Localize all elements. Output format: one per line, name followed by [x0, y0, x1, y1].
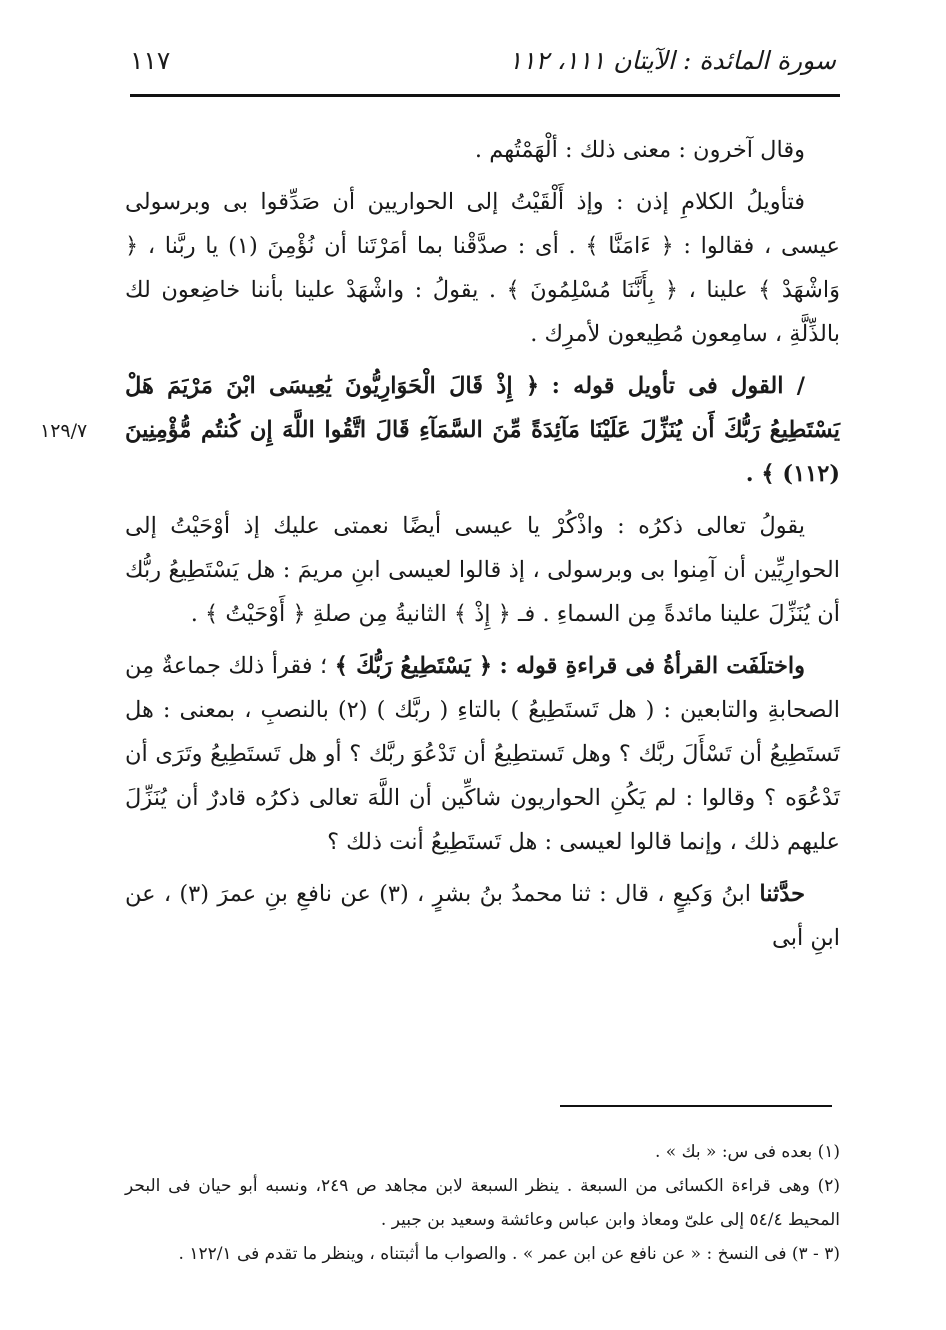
footnote-3: (٣ - ٣) فى النسخ : « عن نافع عن ابن عمر » . والصواب ما أثبتناه ، وينظر ما تقدم فى ١٢٢/١ . — [178, 1244, 840, 1264]
main-text — [125, 128, 840, 968]
paragraph-2: فتأويلُ الكلامِ إذن : وإذ أَلْقَيْتُ إلى الحواريين أن صَدِّقوا بى وبرسولى عيسى ، فقالوا : ﴿ ءَامَنَّا ﴾ . أى : صدَّقْنا بما أمَرْتَنا أن نُؤْمِنَ (١) يا ربَّنا ، ﴿ وَاشْهَدْ ﴾ علينا ، ﴿ بِأَنَّنَا مُسْلِمُونَ ﴾ . يقولُ : واشْهَدْ علينا بأننا خاضِعون لك بالذِّلَّةِ ، سامِعون مُطِيعون لأمرِك . — [125, 189, 840, 347]
isnad-lead: حدَّثنا — [759, 881, 805, 907]
footnotes — [125, 1135, 840, 1271]
margin-reference: ١٢٩/٧ — [40, 420, 88, 442]
header-rule — [130, 94, 840, 97]
paragraph-4-lead: واختلَفَت القرأةُ فى قراءةِ قوله : — [499, 653, 806, 679]
paragraph-4-verse: ﴿ يَسْتَطِيعُ رَبُّكَ ﴾ — [334, 653, 493, 679]
section-heading: / القول فى تأويل قوله : — [551, 373, 805, 399]
footnote-1: (١) بعده فى س: « بك » . — [654, 1142, 840, 1162]
footnote-rule — [560, 1105, 832, 1107]
heading-paragraph — [125, 364, 840, 496]
paragraph-5 — [125, 872, 840, 960]
quran-verse: ﴿ إِذْ قَالَ الْحَوَارِيُّونَ يَٰعِيسَى ابْنَ مَرْيَمَ هَلْ يَسْتَطِيعُ رَبُّكَ أَن يُنَزِّلَ عَلَيْنَا مَآئِدَةً مِّنَ السَّمَآءِ قَالَ اتَّقُوا اللَّهَ إِن كُنتُم مُّؤْمِنِينَ (١١٢) ﴾ . — [125, 373, 840, 487]
paragraph-1: وقال آخرون : معنى ذلك : ألْهَمْتُهم . — [474, 137, 805, 163]
paragraph-4-text: ؛ فقرأ ذلك جماعةٌ مِن الصحابةِ والتابعين : ( هل تَستَطِيعُ ) بالتاءِ ( ربَّك ) (٢) بالنصبِ ، بمعنى : هل تَستَطِيعُ أن تَسْأَلَ ربَّك ؟ وهل تَستطِيعُ أن تَدْعُوَ ربَّك ؟ أو هل تَستَطِيعُ وتَرَى أن تَدْعُوَه ؟ وقالوا : لم يَكُنِ الحواريون شاكِّين أن اللَّهَ تعالى ذكرُه قادرٌ أن يُنَزِّلَ عليهم ذلك ، وإنما قالوا لعيسى : هل تَستَطِيعُ أنت ذلك ؟ — [125, 653, 840, 855]
page-number: ١١٧ — [130, 46, 171, 75]
paragraph-4 — [125, 644, 840, 864]
running-title: سورة المائدة : الآيتان ١١١، ١١٢ — [508, 46, 836, 75]
paragraph-5-text: ابنُ وَكيعٍ ، قال : ثنا محمدُ بنُ بشرٍ ، (٣) عن نافعِ بنِ عمرَ (٣) ، عن ابنِ أبى — [125, 881, 840, 951]
footnote-2: (٢) وهى قراءة الكسائى من السبعة . ينظر السبعة لابن مجاهد ص ٢٤٩، ونسبه أبو حيان فى البحر المحيط ٥٤/٤ إلى علىّ ومعاذ وابن عباس وعائشة وسعيد بن جبير . — [125, 1176, 840, 1230]
paragraph-3: يقولُ تعالى ذكرُه : واذْكُرْ يا عيسى أيضًا نعمتى عليك إذ أوْحَيْتُ إلى الحوارِيِّين أن آمِنوا بى وبرسولى ، إذ قالوا لعيسى ابنِ مريمَ : هل يَسْتَطِيعُ ربُّك أن يُنَزِّلَ علينا مائدةً مِن السماءِ . فـ ﴿ إِذْ ﴾ الثانيةُ مِن صلةِ ﴿ أَوْحَيْتُ ﴾ . — [125, 513, 840, 627]
page-header — [130, 40, 836, 90]
